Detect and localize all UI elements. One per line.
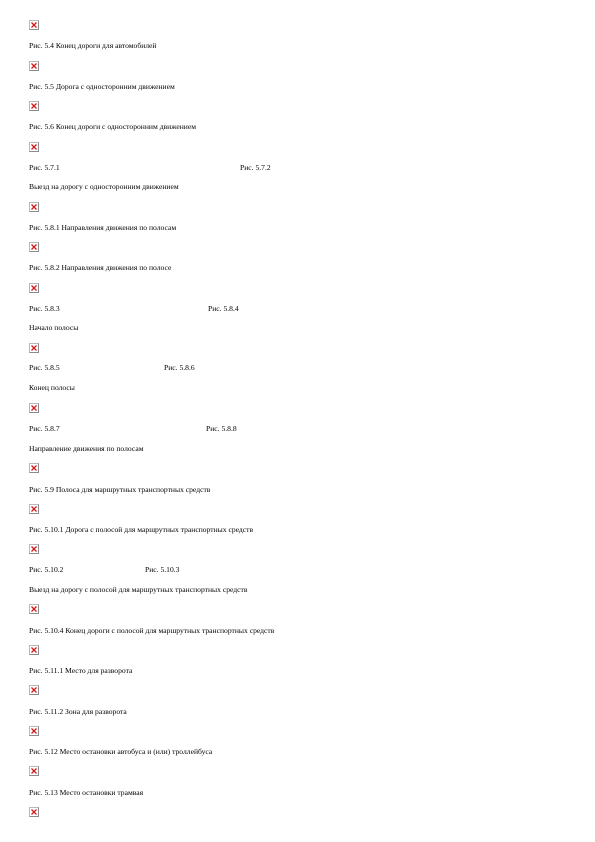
caption-text: Рис. 5.6 Конец дороги с односторонним движением <box>29 122 197 131</box>
caption-text-right: Рис. 5.8.4 <box>208 304 239 313</box>
caption-text: Выезд на дорогу с односторонним движением <box>29 182 179 191</box>
broken-image-icon <box>29 61 39 71</box>
broken-image-icon <box>29 807 39 817</box>
broken-image-icon <box>29 604 39 614</box>
caption-text-right: Рис. 5.10.3 <box>145 565 180 574</box>
caption-text: Рис. 5.8.3 <box>29 304 60 313</box>
broken-image-icon <box>29 544 39 554</box>
broken-image-icon <box>29 685 39 695</box>
caption-text: Направление движения по полосам <box>29 444 144 453</box>
caption-text-right: Рис. 5.8.8 <box>206 424 237 433</box>
caption-text: Выезд на дорогу с полосой для маршрутных транспортных средств <box>29 585 248 594</box>
caption-text: Начало полосы <box>29 323 79 332</box>
caption-text: Рис. 5.5 Дорога с односторонним движением <box>29 82 175 91</box>
caption-text: Рис. 5.13 Место остановки трамвая <box>29 788 144 797</box>
caption-text-right: Рис. 5.7.2 <box>240 163 271 172</box>
broken-image-icon <box>29 726 39 736</box>
caption-text: Рис. 5.8.5 <box>29 363 60 372</box>
caption-text: Рис. 5.8.1 Направления движения по полосам <box>29 223 177 232</box>
caption-text: Рис. 5.8.2 Направления движения по полосе <box>29 263 172 272</box>
caption-text: Рис. 5.4 Конец дороги для автомобилей <box>29 41 157 50</box>
caption-text: Рис. 5.11.1 Место для разворота <box>29 666 133 675</box>
caption-text: Рис. 5.11.2 Зона для разворота <box>29 707 127 716</box>
caption-text: Рис. 5.8.7 <box>29 424 60 433</box>
broken-image-icon <box>29 283 39 293</box>
caption-text: Рис. 5.10.1 Дорога с полосой для маршрутных транспортных средств <box>29 525 254 534</box>
broken-image-icon <box>29 20 39 30</box>
caption-text: Рис. 5.9 Полоса для маршрутных транспортных средств <box>29 485 211 494</box>
broken-image-icon <box>29 766 39 776</box>
caption-text: Рис. 5.10.2 <box>29 565 64 574</box>
broken-image-icon <box>29 463 39 473</box>
broken-image-icon <box>29 645 39 655</box>
caption-text: Рис. 5.10.4 Конец дороги с полосой для маршрутных транспортных средств <box>29 626 275 635</box>
broken-image-icon <box>29 242 39 252</box>
broken-image-icon <box>29 504 39 514</box>
broken-image-icon <box>29 142 39 152</box>
broken-image-icon <box>29 343 39 353</box>
caption-text: Рис. 5.12 Место остановки автобуса и (или) троллейбуса <box>29 747 213 756</box>
caption-text-right: Рис. 5.8.6 <box>164 363 195 372</box>
broken-image-icon <box>29 202 39 212</box>
broken-image-icon <box>29 403 39 413</box>
caption-text: Конец полосы <box>29 383 75 392</box>
broken-image-icon <box>29 101 39 111</box>
caption-text: Рис. 5.7.1 <box>29 163 60 172</box>
